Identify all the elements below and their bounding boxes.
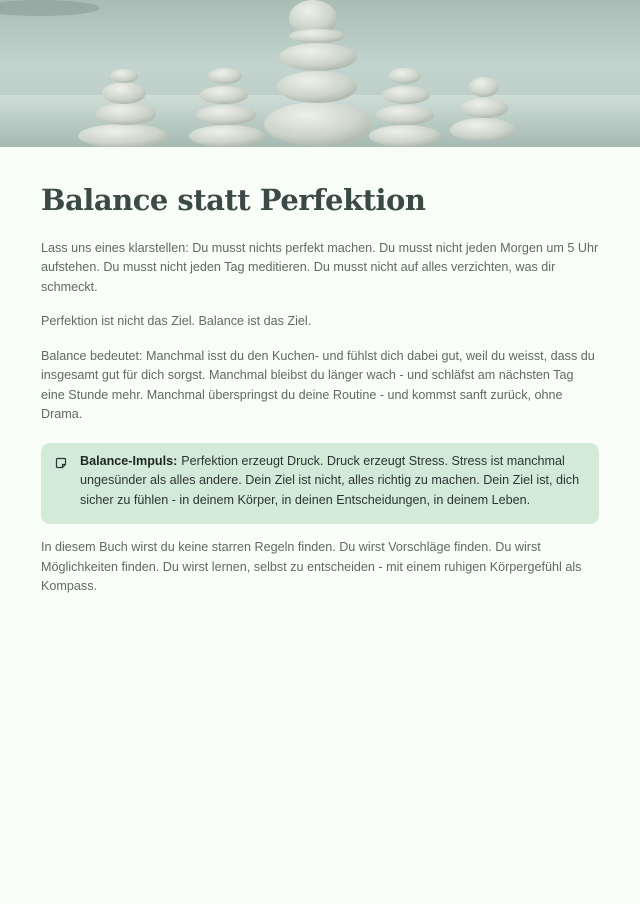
callout-body: [80, 452, 583, 511]
balance-impulse-callout: [41, 443, 599, 525]
page-title: Balance statt Perfektion: [41, 183, 426, 217]
callout-label: Balance-Impuls:: [80, 453, 178, 468]
stacked-stones-illustration: [0, 0, 640, 147]
hero-image-stacked-stones: [0, 0, 640, 147]
paragraph-intro: Lass uns eines klarstellen: Du musst nichts perfekt machen. Du musst nicht jeden Morgen um 5 Uhr aufstehen. Du musst nicht jeden Tag meditieren. Du musst nicht auf alles verzichten, was dir schmeckt.: [41, 240, 599, 294]
paragraph-balance-goal: Perfektion ist nicht das Ziel. Balance ist das Ziel.: [41, 314, 312, 329]
callout-text: Perfektion erzeugt Druck. Druck erzeugt Stress. Stress ist manchmal ungesünder als alles andere. Dein Ziel ist nicht, alles richtig zu machen. Dein Ziel ist, dich sicher zu fühlen - in deinem Körper, in deinen Entscheidungen, in deinem Leben.: [80, 453, 580, 507]
paragraph-closing: In diesem Buch wirst du keine starren Regeln finden. Du wirst Vorschläge finden. Du wirst Möglichkeiten finden. Du wirst lernen, selbst zu entscheiden - mit einem ruhigen Körpergefühl als Kompass.: [41, 540, 582, 594]
note-icon: [55, 457, 67, 469]
paragraph-balance-meaning: Balance bedeutet: Manchmal isst du den Kuchen- und fühlst dich dabei gut, weil du weisst, dass du insgesamt gut für dich sorgst. Manchmal bleibst du länger wach - und schläfst am nächsten Tag eine Stunde mehr. Manchmal überspringst du deine Routine - und kommst sanft zurück, ohne Drama.: [41, 348, 595, 422]
article: [0, 183, 640, 597]
